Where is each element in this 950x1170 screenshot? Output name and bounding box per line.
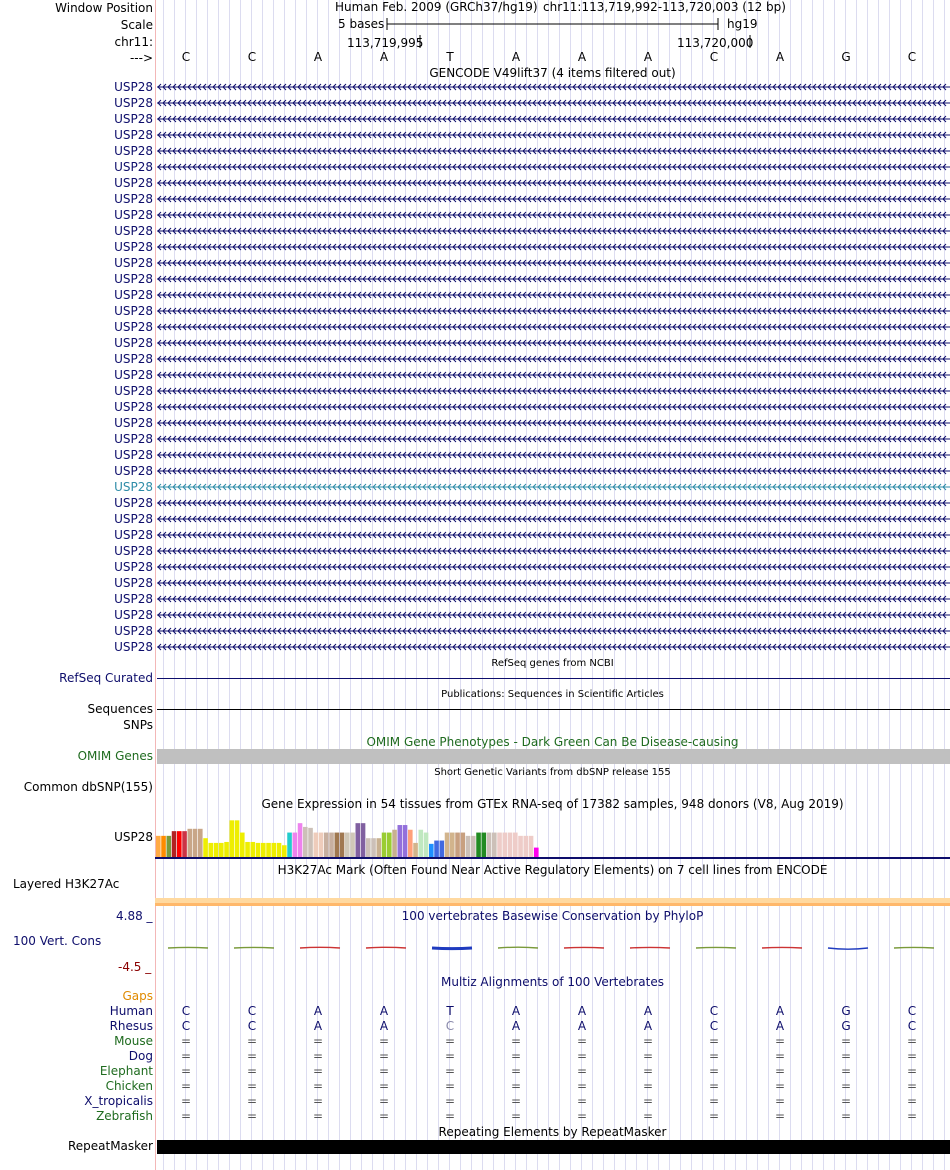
multiz-base: A bbox=[643, 1019, 653, 1033]
multiz-base: = bbox=[774, 1109, 786, 1123]
base-letter: G bbox=[841, 50, 851, 64]
multiz-species-label: X_tropicalis bbox=[84, 1094, 153, 1108]
multiz-base: C bbox=[181, 1004, 191, 1018]
multiz-base: = bbox=[180, 1064, 192, 1078]
multiz-base: = bbox=[840, 1049, 852, 1063]
multiz-base: = bbox=[840, 1109, 852, 1123]
phylop-score-mark bbox=[894, 947, 934, 948]
gencode-transcript-label[interactable]: USP28 bbox=[114, 592, 153, 606]
coord-right: 113,720,000 bbox=[677, 36, 754, 50]
phylop-score-mark bbox=[168, 947, 208, 948]
multiz-base: T bbox=[446, 1004, 454, 1018]
multiz-base: = bbox=[510, 1109, 522, 1123]
multiz-base: = bbox=[444, 1094, 456, 1108]
base-letter: A bbox=[379, 50, 389, 64]
multiz-base: = bbox=[642, 1094, 654, 1108]
gencode-transcript-label[interactable]: USP28 bbox=[114, 624, 153, 638]
multiz-base: = bbox=[180, 1079, 192, 1093]
refseq-track-label[interactable]: RefSeq Curated bbox=[59, 671, 153, 685]
multiz-species-label: Rhesus bbox=[109, 1019, 153, 1033]
multiz-base: = bbox=[378, 1079, 390, 1093]
multiz-base: = bbox=[444, 1079, 456, 1093]
multiz-base: = bbox=[510, 1049, 522, 1063]
multiz-base: = bbox=[576, 1109, 588, 1123]
base-letter: C bbox=[247, 50, 257, 64]
h3k27ac-track-title: H3K27Ac Mark (Often Found Near Active Regulatory Elements) on 7 cell lines from ENCODE bbox=[277, 863, 828, 877]
multiz-gaps-label: Gaps bbox=[122, 989, 153, 1003]
chrom-label: chr11: bbox=[114, 35, 153, 49]
multiz-base: = bbox=[510, 1079, 522, 1093]
dbsnp-track-label[interactable]: Common dbSNP(155) bbox=[23, 780, 153, 794]
multiz-base: = bbox=[312, 1079, 324, 1093]
gencode-track-title: GENCODE V49lift37 (4 items filtered out) bbox=[429, 66, 676, 80]
multiz-base: A bbox=[577, 1004, 587, 1018]
phylop-score-mark bbox=[366, 947, 406, 948]
multiz-base: = bbox=[642, 1034, 654, 1048]
multiz-base: = bbox=[246, 1109, 258, 1123]
multiz-base: A bbox=[379, 1004, 389, 1018]
multiz-base: A bbox=[379, 1019, 389, 1033]
assembly-name: Human Feb. 2009 (GRCh37/hg19) bbox=[335, 0, 538, 14]
multiz-species-label: Zebrafish bbox=[96, 1109, 153, 1123]
repeatmasker-track-title: Repeating Elements by RepeatMasker bbox=[438, 1125, 667, 1139]
gencode-transcript-label[interactable]: USP28 bbox=[114, 368, 153, 382]
multiz-base: A bbox=[643, 1004, 653, 1018]
db-name: hg19 bbox=[727, 17, 758, 31]
gencode-transcript-label[interactable]: USP28 bbox=[114, 448, 153, 462]
phylop-score-mark bbox=[234, 947, 274, 948]
multiz-base: = bbox=[774, 1094, 786, 1108]
multiz-base: C bbox=[907, 1004, 917, 1018]
multiz-track-title: Multiz Alignments of 100 Vertebrates bbox=[440, 975, 665, 989]
omim-track-label[interactable]: OMIM Genes bbox=[77, 749, 153, 763]
gencode-transcript-label[interactable]: USP28 bbox=[114, 96, 153, 110]
multiz-base: = bbox=[312, 1109, 324, 1123]
publications-track-label[interactable]: Sequences bbox=[87, 702, 153, 716]
gencode-transcript-label[interactable]: USP28 bbox=[114, 208, 153, 222]
scale-text: 5 bases bbox=[338, 17, 385, 31]
base-letter: A bbox=[643, 50, 653, 64]
multiz-base: = bbox=[642, 1064, 654, 1078]
multiz-base: = bbox=[180, 1034, 192, 1048]
omim-track-title: OMIM Gene Phenotypes - Dark Green Can Be Disease-causing bbox=[366, 735, 739, 749]
multiz-base: = bbox=[378, 1049, 390, 1063]
multiz-base: = bbox=[576, 1064, 588, 1078]
gencode-transcript-label[interactable]: USP28 bbox=[114, 224, 153, 238]
multiz-base: = bbox=[840, 1079, 852, 1093]
multiz-base: G bbox=[841, 1019, 851, 1033]
multiz-species-label: Mouse bbox=[114, 1034, 153, 1048]
gencode-transcript-label[interactable]: USP28 bbox=[114, 128, 153, 142]
multiz-base: = bbox=[246, 1034, 258, 1048]
phylop-track-title: 100 vertebrates Basewise Conservation by PhyloP bbox=[401, 909, 704, 923]
publications-track-title: Publications: Sequences in Scientific Articles bbox=[441, 689, 664, 700]
multiz-base: = bbox=[708, 1049, 720, 1063]
multiz-base: C bbox=[709, 1019, 719, 1033]
base-letter: A bbox=[775, 50, 785, 64]
base-letter: A bbox=[577, 50, 587, 64]
multiz-base: = bbox=[906, 1109, 918, 1123]
phylop-score-mark bbox=[630, 947, 670, 948]
multiz-base: = bbox=[774, 1079, 786, 1093]
multiz-base: = bbox=[708, 1064, 720, 1078]
multiz-base: = bbox=[312, 1094, 324, 1108]
gencode-transcript-label[interactable]: USP28 bbox=[114, 160, 153, 174]
multiz-base: A bbox=[775, 1004, 785, 1018]
multiz-base: = bbox=[576, 1034, 588, 1048]
repeatmasker-feature-bar[interactable] bbox=[157, 1140, 950, 1154]
gencode-transcript-label[interactable]: USP28 bbox=[114, 304, 153, 318]
phylop-score-mark bbox=[432, 948, 472, 949]
multiz-base: = bbox=[378, 1094, 390, 1108]
gencode-transcript-label[interactable]: USP28 bbox=[114, 496, 153, 510]
multiz-base: = bbox=[312, 1064, 324, 1078]
phylop-score-mark bbox=[828, 948, 868, 949]
multiz-base: A bbox=[313, 1019, 323, 1033]
base-letter: A bbox=[511, 50, 521, 64]
multiz-base: = bbox=[510, 1094, 522, 1108]
gencode-transcript-label[interactable]: USP28 bbox=[114, 608, 153, 622]
gencode-transcript-label[interactable]: USP28 bbox=[114, 640, 153, 654]
phylop-score-mark bbox=[498, 947, 538, 948]
multiz-base: = bbox=[840, 1064, 852, 1078]
phylop-score-mark bbox=[696, 947, 736, 948]
multiz-base: A bbox=[577, 1019, 587, 1033]
multiz-base: = bbox=[378, 1064, 390, 1078]
multiz-base: = bbox=[576, 1049, 588, 1063]
multiz-base: = bbox=[378, 1109, 390, 1123]
multiz-base: = bbox=[246, 1094, 258, 1108]
gencode-transcript-label[interactable]: USP28 bbox=[114, 400, 153, 414]
multiz-base: = bbox=[642, 1109, 654, 1123]
multiz-base: A bbox=[511, 1019, 521, 1033]
multiz-base: = bbox=[510, 1034, 522, 1048]
multiz-base: = bbox=[180, 1109, 192, 1123]
multiz-base: = bbox=[906, 1094, 918, 1108]
multiz-base: = bbox=[906, 1049, 918, 1063]
multiz-base: = bbox=[840, 1034, 852, 1048]
multiz-base: = bbox=[576, 1079, 588, 1093]
phylop-max-label: 4.88 _ bbox=[116, 909, 153, 923]
multiz-base: A bbox=[511, 1004, 521, 1018]
gencode-transcript-label[interactable]: USP28 bbox=[114, 288, 153, 302]
gtex-track-label[interactable]: USP28 bbox=[114, 830, 153, 844]
multiz-species-label: Dog bbox=[128, 1049, 153, 1063]
strand-arrow-label: ---> bbox=[129, 51, 153, 65]
multiz-base: = bbox=[312, 1049, 324, 1063]
window-position: chr11:113,719,992-113,720,003 (12 bp) bbox=[543, 0, 786, 14]
phylop-score-mark bbox=[762, 947, 802, 948]
gencode-transcript-label[interactable]: USP28 bbox=[114, 416, 153, 430]
multiz-base: C bbox=[247, 1004, 257, 1018]
gtex-track-title: Gene Expression in 54 tissues from GTEx RNA-seq of 17382 samples, 948 donors (V8, Aug 2019) bbox=[261, 797, 844, 811]
gencode-transcript-label[interactable]: USP28 bbox=[114, 336, 153, 350]
h3k27ac-track-label[interactable]: Layered H3K27Ac bbox=[13, 877, 120, 891]
gencode-transcript-label[interactable]: USP28 bbox=[114, 464, 153, 478]
gencode-transcript-label[interactable]: USP28 bbox=[114, 480, 153, 494]
coord-left: 113,719,995 bbox=[347, 36, 424, 50]
gencode-transcript-label[interactable]: USP28 bbox=[114, 432, 153, 446]
gencode-transcript-label[interactable]: USP28 bbox=[114, 320, 153, 334]
multiz-base: C bbox=[907, 1019, 917, 1033]
multiz-base: = bbox=[510, 1064, 522, 1078]
multiz-base: = bbox=[840, 1094, 852, 1108]
multiz-base: = bbox=[576, 1094, 588, 1108]
gencode-transcript-label[interactable]: USP28 bbox=[114, 112, 153, 126]
scale-label: Scale bbox=[120, 18, 153, 32]
gencode-transcript-label[interactable]: USP28 bbox=[114, 256, 153, 270]
multiz-base: = bbox=[708, 1109, 720, 1123]
window-position-label: Window Position bbox=[55, 1, 153, 15]
multiz-base: = bbox=[444, 1064, 456, 1078]
base-letter: C bbox=[907, 50, 917, 64]
multiz-base: C bbox=[445, 1019, 455, 1033]
multiz-base: = bbox=[642, 1049, 654, 1063]
multiz-base: = bbox=[774, 1034, 786, 1048]
gencode-transcript-label[interactable]: USP28 bbox=[114, 240, 153, 254]
gencode-transcript-label[interactable]: USP28 bbox=[114, 576, 153, 590]
multiz-base: A bbox=[775, 1019, 785, 1033]
multiz-base: = bbox=[774, 1064, 786, 1078]
multiz-species-label: Chicken bbox=[105, 1079, 153, 1093]
base-letter: C bbox=[709, 50, 719, 64]
repeatmasker-track-label[interactable]: RepeatMasker bbox=[67, 1139, 153, 1153]
multiz-base: = bbox=[708, 1094, 720, 1108]
multiz-base: = bbox=[906, 1064, 918, 1078]
phylop-score-mark bbox=[300, 947, 340, 948]
base-letter: A bbox=[313, 50, 323, 64]
multiz-base: = bbox=[246, 1079, 258, 1093]
multiz-base: = bbox=[246, 1049, 258, 1063]
gencode-transcript-label[interactable]: USP28 bbox=[114, 352, 153, 366]
phylop-score-mark bbox=[564, 947, 604, 948]
multiz-base: = bbox=[774, 1049, 786, 1063]
phylop-track-label[interactable]: 100 Vert. Cons bbox=[13, 934, 102, 948]
gencode-transcript-label[interactable]: USP28 bbox=[114, 384, 153, 398]
multiz-base: = bbox=[378, 1034, 390, 1048]
base-letter: T bbox=[446, 50, 454, 64]
multiz-base: = bbox=[444, 1109, 456, 1123]
snps-track-label[interactable]: SNPs bbox=[123, 718, 153, 732]
multiz-species-label: Elephant bbox=[99, 1064, 153, 1078]
multiz-base: = bbox=[180, 1094, 192, 1108]
gencode-transcript-label[interactable]: USP28 bbox=[114, 272, 153, 286]
multiz-base: = bbox=[180, 1049, 192, 1063]
multiz-base: = bbox=[444, 1049, 456, 1063]
refseq-track-title: RefSeq genes from NCBI bbox=[491, 658, 614, 669]
multiz-base: = bbox=[708, 1079, 720, 1093]
gencode-transcript-label[interactable]: USP28 bbox=[114, 192, 153, 206]
gencode-transcript-label[interactable]: USP28 bbox=[114, 512, 153, 526]
multiz-base: C bbox=[247, 1019, 257, 1033]
gencode-transcript-label[interactable]: USP28 bbox=[114, 80, 153, 94]
gencode-transcript-label[interactable]: USP28 bbox=[114, 544, 153, 558]
gencode-transcript-label[interactable]: USP28 bbox=[114, 176, 153, 190]
base-letter: C bbox=[181, 50, 191, 64]
gencode-transcript-label[interactable]: USP28 bbox=[114, 144, 153, 158]
gencode-transcript-label[interactable]: USP28 bbox=[114, 528, 153, 542]
phylop-min-label: -4.5 _ bbox=[118, 960, 152, 974]
dbsnp-track-title: Short Genetic Variants from dbSNP release 155 bbox=[434, 767, 671, 778]
gencode-transcript-label[interactable]: USP28 bbox=[114, 560, 153, 574]
multiz-base: = bbox=[708, 1034, 720, 1048]
multiz-base: A bbox=[313, 1004, 323, 1018]
multiz-base: = bbox=[246, 1064, 258, 1078]
multiz-base: = bbox=[906, 1079, 918, 1093]
multiz-base: G bbox=[841, 1004, 851, 1018]
multiz-base: = bbox=[312, 1034, 324, 1048]
multiz-base: = bbox=[906, 1034, 918, 1048]
multiz-species-label: Human bbox=[109, 1004, 153, 1018]
multiz-base: = bbox=[444, 1034, 456, 1048]
multiz-base: = bbox=[642, 1079, 654, 1093]
multiz-base: C bbox=[709, 1004, 719, 1018]
multiz-base: C bbox=[181, 1019, 191, 1033]
